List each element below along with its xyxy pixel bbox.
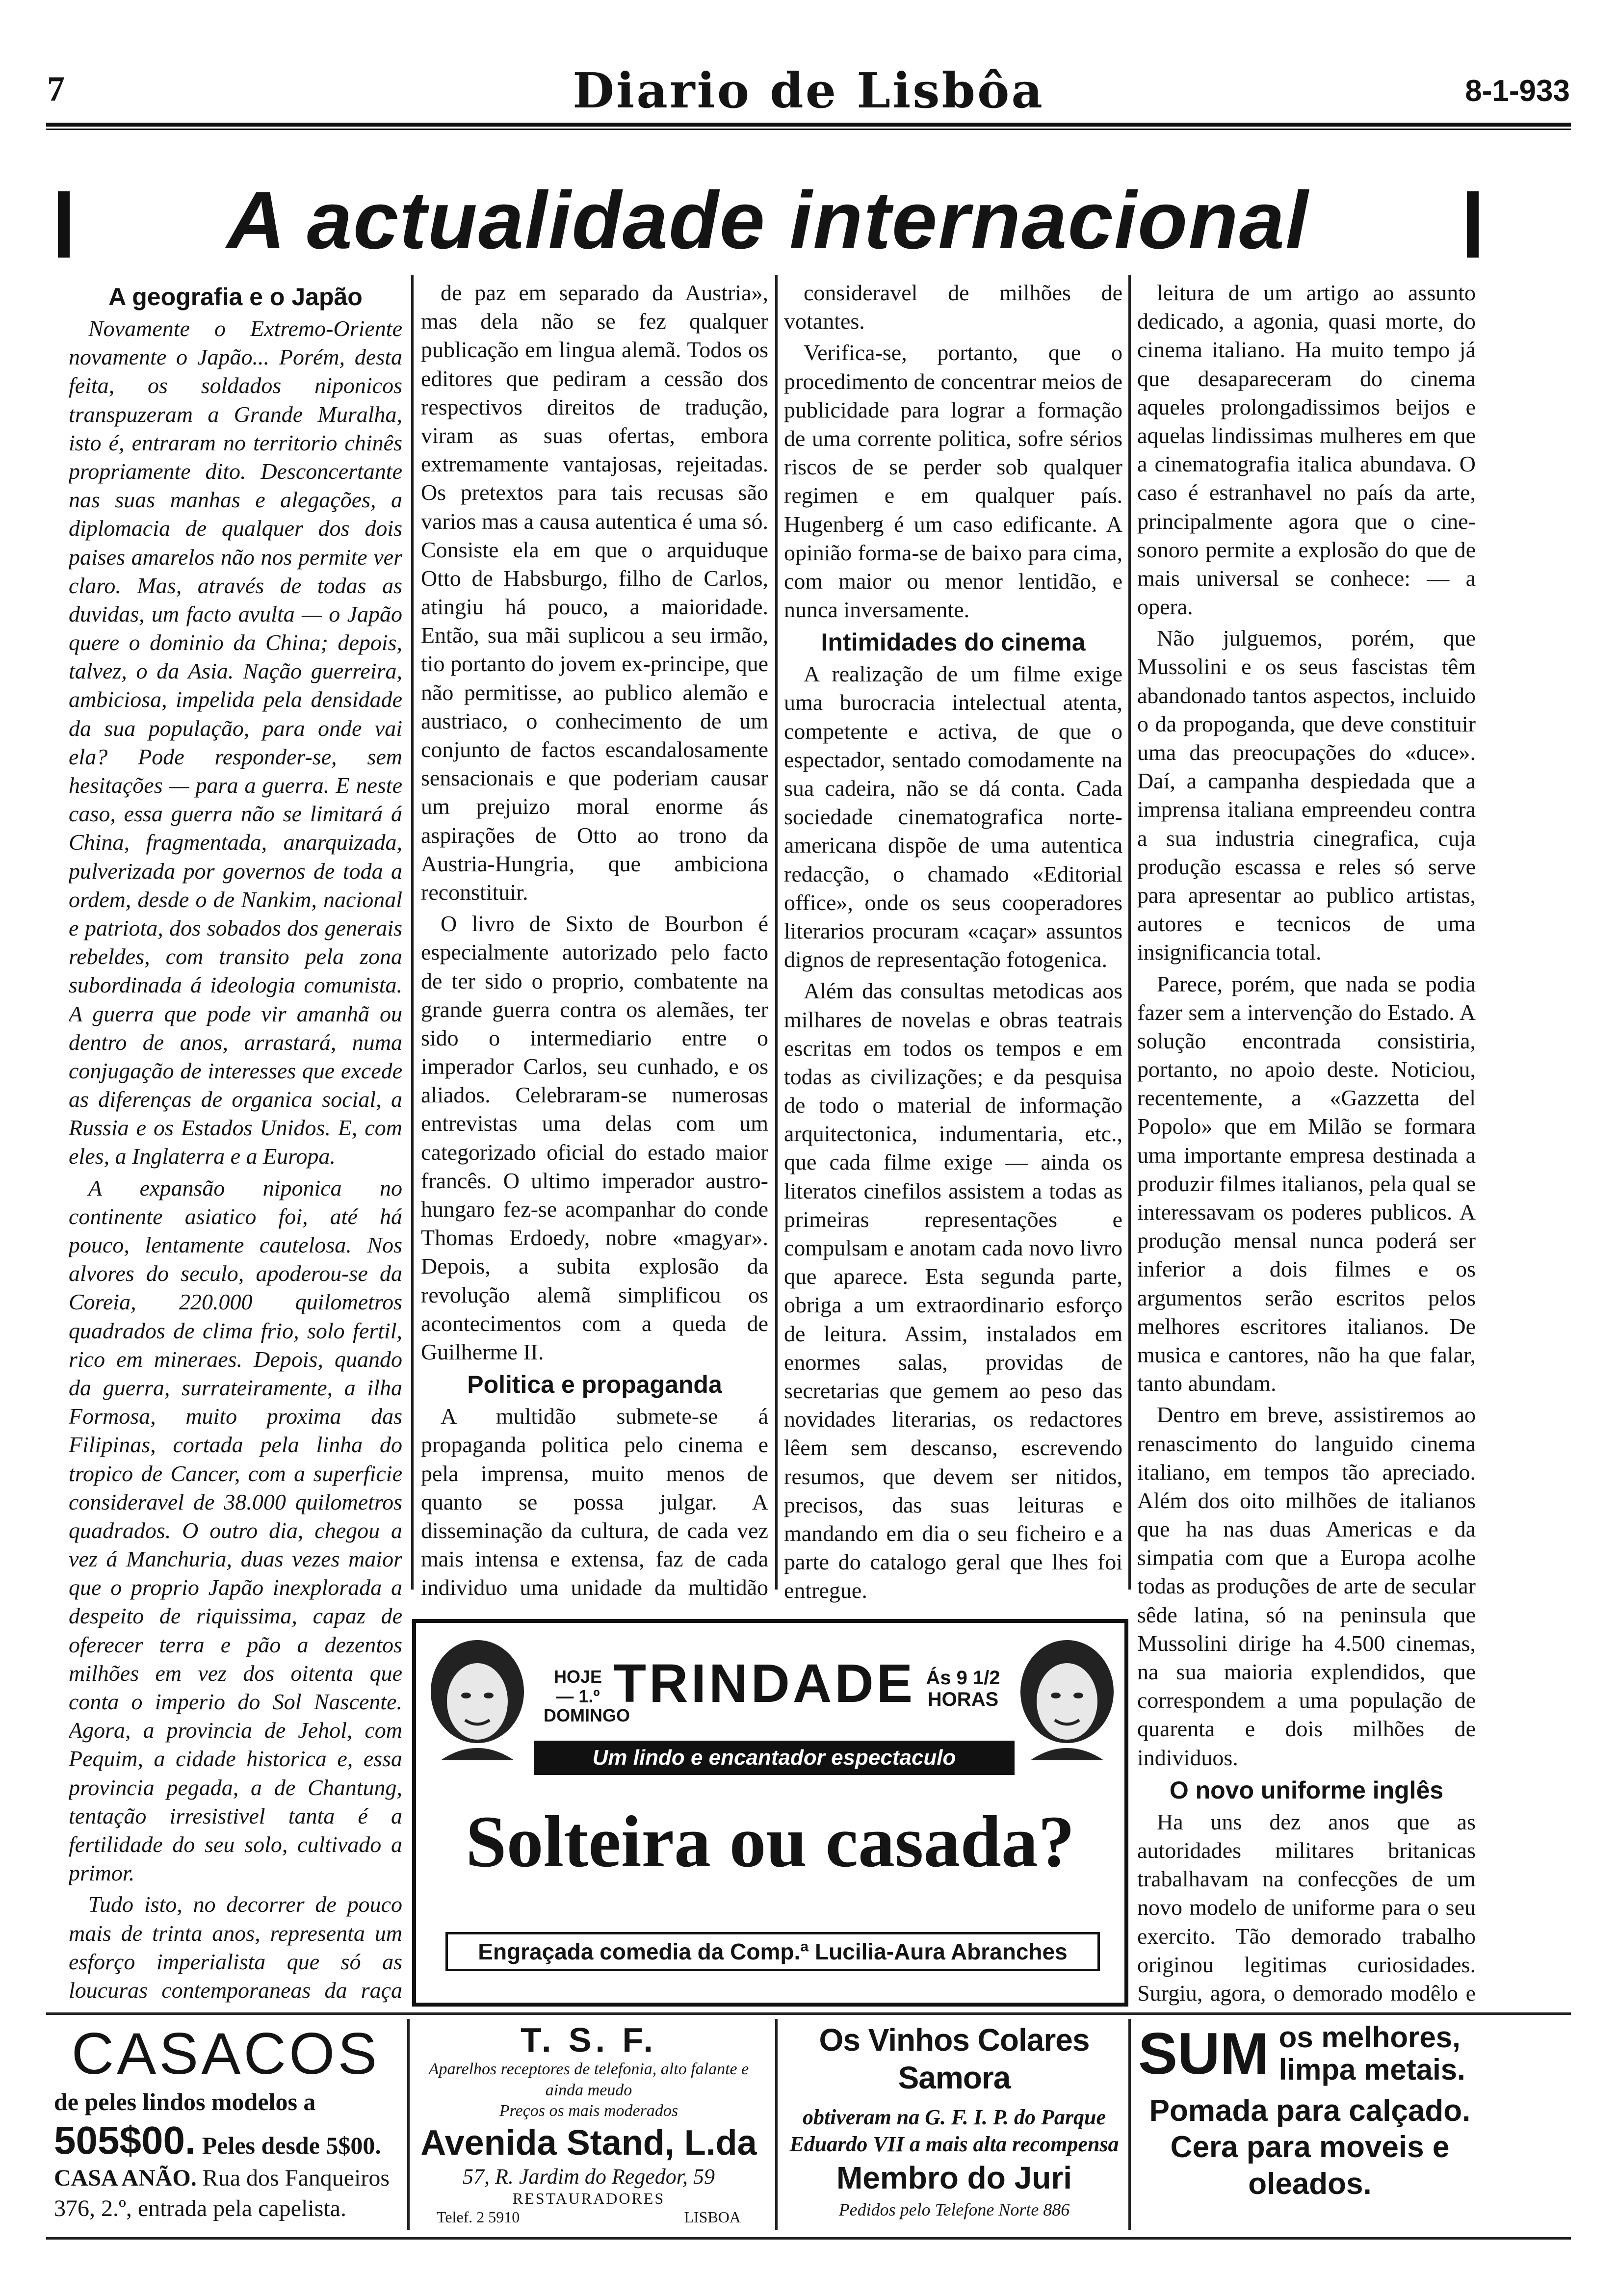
- ad-footer: Engraçada comedia da Comp.ª Lucilia-Aura Abranches: [445, 1932, 1100, 1971]
- trindade-ad: [412, 1619, 1128, 2007]
- ad-divider: [407, 2019, 410, 2230]
- ad-title: T. S. F.: [521, 2021, 657, 2059]
- ad-text: Rua dos Fanqueiros 376, 2.º, entrada pela capelista.: [54, 2165, 390, 2222]
- ad-text: obtiveram na G. F. I. P. do Parque Eduardo VII a mais alta recompensa: [789, 2105, 1119, 2156]
- ad-address: 57, R. Jardim do Regedor, 59: [462, 2164, 715, 2189]
- ad-district: RESTAURADORES: [512, 2189, 665, 2207]
- article-heading: Intimidades do cinema: [821, 628, 1086, 656]
- ad-tagline: Um lindo e encantador espectaculo: [534, 1741, 1015, 1775]
- shop-name: CASA ANÃO.: [54, 2165, 197, 2191]
- ad-phone: Pedidos pelo Telefone Norte 886: [838, 2199, 1070, 2219]
- page-bottom-rule: [46, 2237, 1571, 2240]
- article-column-3: [784, 279, 1122, 1603]
- column-rule: [411, 275, 414, 1590]
- sum-ad: [1138, 2021, 1482, 2227]
- article-column-2: [421, 279, 768, 1603]
- ad-city: LISBOA: [684, 2208, 741, 2226]
- casacos-ad: [54, 2021, 397, 2227]
- masthead-rule-thin: [46, 129, 1571, 130]
- paragraph: A realização de um filme exige uma burocracia intelectual atenta, competente e activa, de que o espectador, sentado comodamente na sua cadeira, não se dá conta. Cada sociedade cinematografica norte-americana dispõe de uma autentica redacção, o chamado «Editorial office», onde os seus cooperadores literarios procuram «caçar» assuntos dignos de representação fotogenica.: [784, 661, 1122, 972]
- paragraph: O livro de Sixto de Bourbon é especialmente autorizado pelo facto de ter sido o proprio, combatente na grande guerra contra os alemães, ter sido o intermediario entre o imperador Carlos, seu cunhado, e os aliados. Celebraram-se numerosas entrevistas uma delas com um categorizado oficial do estado maior francês. O ultimo imperador austro-hungaro fez-se acompanhar do conde Thomas Erdoedy, nobre «magyar». Depois, a subita explosão da revolução alemã simplificou os acontecimentos com a queda de Guilherme II.: [421, 911, 768, 1364]
- ad-divider: [1128, 2019, 1131, 2230]
- tsf-ad: [417, 2021, 760, 2227]
- ad-day: HOJE — 1.º DOMINGO: [544, 1667, 630, 1726]
- shop-name: Avenida Stand, L.da: [420, 2123, 757, 2163]
- issue-date: 8-1-933: [1465, 74, 1570, 108]
- ads-rule: [46, 2012, 1571, 2015]
- actress-portrait-right: [1016, 1638, 1119, 1760]
- paragraph: consideravel de milhões de votantes.: [784, 280, 1122, 334]
- ad-time: Ás 9 1/2 HORAS: [926, 1667, 1000, 1710]
- paragraph: Dentro em breve, assistiremos ao renascimento do languido cinema italiano, em tempos tão apreciado. Além dos oito milhões de italianos que ha nas duas Americas e da simpatia com que a Europa acolhe todas as produções de arte de secular sêde latina, só na peninsula que Mussolini dirige ha 4.500 cinemas, na sua maioria explendidos, que correspondem a uma população de quarenta e dois milhões de individuos.: [1137, 1402, 1476, 1770]
- ad-text: Aparelhos receptores de telefonia, alto falante e ainda meudo: [428, 2060, 749, 2099]
- brand-name: SUM: [1138, 2021, 1269, 2087]
- article-lead: [69, 314, 402, 2006]
- column-rule: [775, 275, 778, 1590]
- paragraph: Tudo isto, no decorrer de pouco mais de trinta anos, representa um esforço imperialista que só as loucuras contemporaneas da raça: [69, 1892, 402, 2003]
- actress-portrait-left: [426, 1638, 529, 1760]
- ad-award: Membro do Juri: [836, 2160, 1072, 2195]
- ad-text: Pomada para calçado. Cera para moveis e oleados.: [1149, 2094, 1471, 2201]
- page-number: 7: [47, 69, 65, 108]
- ad-phone: Telef. 2 5910: [437, 2208, 520, 2226]
- banner-bar-left: [58, 191, 70, 258]
- ad-text: de peles lindos modelos a: [54, 2088, 316, 2115]
- newspaper-title: Diario de Lisbôa: [573, 63, 1044, 119]
- paragraph: Verifica-se, portanto, que o procedimento de concentrar meios de publicidade para lograr a formação de uma corrente politica, sofre sérios riscos de se perder sob qualquer regimen e em qualquer país. Hugenberg é um caso edificante. A opinião forma-se de baixo para cima, com maior ou menor lentidão, e nunca inversamente.: [784, 340, 1122, 623]
- ad-text: os melhores, limpa metais.: [1278, 2021, 1465, 2086]
- paragraph: leitura de um artigo ao assunto dedicado, a agonia, quasi morte, do cinema italiano. Ha muito tempo já que desapareceram do cinema aqueles prolongadissimos beijos e aquelas lindissimas mulheres em que a cinematografia italica abundava. O caso é estranhavel no país da arte, principalmente agora que o cine-sonoro permite a explosão do que de mais universal se conhece: — a opera.: [1137, 280, 1476, 620]
- banner-bar-right: [1467, 191, 1479, 258]
- masthead-rule: [46, 123, 1571, 127]
- paragraph: Ha uns dez anos que as autoridades militares britanicas trabalhavam na confecções de um novo modelo de uniforme para o seu exercito. Tão demorado trabalho originou legitimas curiosidades. Surgiu, agora, o demorado modêlo e: [1137, 1809, 1476, 2006]
- paragraph: Além das consultas metodicas aos milhares de novelas e obras teatrais escritas em todos os tempos e em todas as civilizações; e da pesquisa de todo o material de informação arquitectonica, indumentaria, etc., que cada filme exige — ainda os literatos cinefilos assistem a todas as primeiras representações e compulsam e anotam cada novo livro que aparece. Esta segunda parte, obriga a um extraordinario esforço de leitura. Assim, instalados em enormes salas, providas de secretarias que gemem ao peso das novidades literarias, os redactores lêem sem descanso, escrevendo resumos, que devem ser nitidos, precisos, das suas leituras e mandando em dia o seu ficheiro e a parte do catalogo geral que lhes foi entregue.: [784, 978, 1122, 1603]
- section-banner: A actualidade internacional: [226, 175, 1309, 266]
- article-column-4: [1137, 279, 1476, 2006]
- ad-price: 505$00.: [54, 2118, 196, 2162]
- theatre-name: TRINDADE: [613, 1653, 916, 1714]
- paragraph: Parece, porém, que nada se podia fazer sem a intervenção do Estado. A solução encontrada consistiria, portanto, no apoio deste. Noticiou, recentemente, a «Gazzetta del Popolo» que em Milão se formara uma importante empresa destinada a produzir filmes italianos, pela qual se interessavam os poderes publicos. A produção mensal nunca poderá ser inferior a dois filmes e os argumentos serão escritos pelos melhores escritores italianos. De musica e cantores, não ha que falar, tanto abundam.: [1137, 971, 1476, 1396]
- ad-title: CASACOS: [71, 2021, 380, 2087]
- article-heading: A geografia e o Japão: [108, 283, 363, 311]
- article-heading: Politica e propaganda: [467, 1371, 722, 1399]
- paragraph: A multidão submete-se á propaganda politica pelo cinema e pela imprensa, muito menos de quanto se possa julgar. A disseminação da cultura, de cada vez mais intensa e extensa, faz de cada individuo uma unidade da multidão: [421, 1404, 768, 1600]
- article-column-1: [69, 279, 402, 2006]
- ad-text: Preços os mais moderados: [499, 2102, 678, 2120]
- ad-divider: [775, 2019, 778, 2230]
- paragraph: de paz em separado da Austria», mas dela não se fez qualquer publicação em lingua alemã. Todos os editores que pediram a cessão dos respectivos direitos de tradução, viram as suas ofertas, embora extremamente vantajosas, rejeitadas. Os pretextos para tais recusas são varios mas a causa autentica é uma só. Consiste ela em que o arquiduque Otto de Habsburgo, filho de Carlos, atingiu há pouco, a maioridade. Então, sua mãi suplicou a seu irmão, tio portanto do jovem ex-principe, que não permitisse, ao publico alemão e austriaco, o conhecimento de um conjunto de factos escandalosamente sensacionais e que poderiam causar um prejuizo moral enorme ás aspirações de Otto ao trono da Austria-Hungria, que ambiciona reconstituir.: [421, 280, 768, 905]
- paragraph: A expansão niponica no continente asiatico foi, até há pouco, lentamente cautelosa. Nos alvores do seculo, apoderou-se da Coreia, 220.000 quilometros quadrados de clima frio, solo fertil, rico em mineraes. Depois, quando da guerra, surrateiramente, a ilha Formosa, muito proxima das Filipinas, cortada pela linha do tropico de Cancer, com a superficie consideravel de 38.000 quilometros quadrados. O outro dia, chegou a vez á Manchuria, duas vezes maior que o proprio Japão inexplorada a despeito de riquissima, capaz de oferecer terra e pão a dezentos milhões em vez dos oitenta que conta o imperio do Sol Nascente. Agora, a provincia de Jehol, com Pequim, a cidade historica e, essa provincia pegada, a de Chantung, tentação irresistivel tanta é a fertilidade do seu solo, cultivado a primor.: [69, 1175, 402, 1886]
- paragraph: Novamente o Extremo-Oriente novamente o Japão... Porém, desta feita, os soldados niponicos transpuzeram a Grande Muralha, isto é, entraram no territorio chinês propriamente dito. Desconcertante nas suas manhas e alegações, a diplomacia de qualquer dos dois paises amarelos não nos permite ver claro. Mas, através de todas as duvidas, um facto avulta — o Japão quere o dominio da China; depois, talvez, o da Asia. Nação guerreira, ambiciosa, impelida pela densidade da sua população, para onde vai ela? Pode responder-se, sem hesitações — para a guerra. E neste caso, essa guerra não se limitará á China, fragmentada, anarquizada, pulverizada por governos de toda a ordem, desde o de Nankim, nacional e patriota, dos sobados dos generais rebeldes, com transito pela zona subordinada á ideologia comunista. A guerra que pode vir amanhã ou dentro de anos, arrastará, numa conjugação de interesses que excede as diferenças de organica social, a Russia e os Estados Unidos. E, com eles, a Inglaterra e a Europa.: [69, 316, 402, 1169]
- article-heading: O novo uniforme inglês: [1169, 1776, 1444, 1804]
- play-title: Solteira ou casada?: [466, 1801, 1075, 1882]
- ad-title: Os Vinhos Colares Samora: [819, 2022, 1090, 2095]
- vinhos-ad: [785, 2021, 1123, 2227]
- paragraph: Não julguemos, porém, que Mussolini e os seus fascistas têm abandonado tantos aspectos, incluido o da propoganda, que deve constituir uma das preocupações do «duce». Daí, a campanha despiedada que a imprensa italiana empreendeu contra a sua industria cinegrafica, cuja produção escassa e reles só serve para apresentar ao publico artistas, autores e tecnicos de uma insignificancia total.: [1137, 626, 1476, 965]
- column-rule: [1128, 275, 1131, 1590]
- ad-text: Peles desde 5$00.: [202, 2132, 381, 2159]
